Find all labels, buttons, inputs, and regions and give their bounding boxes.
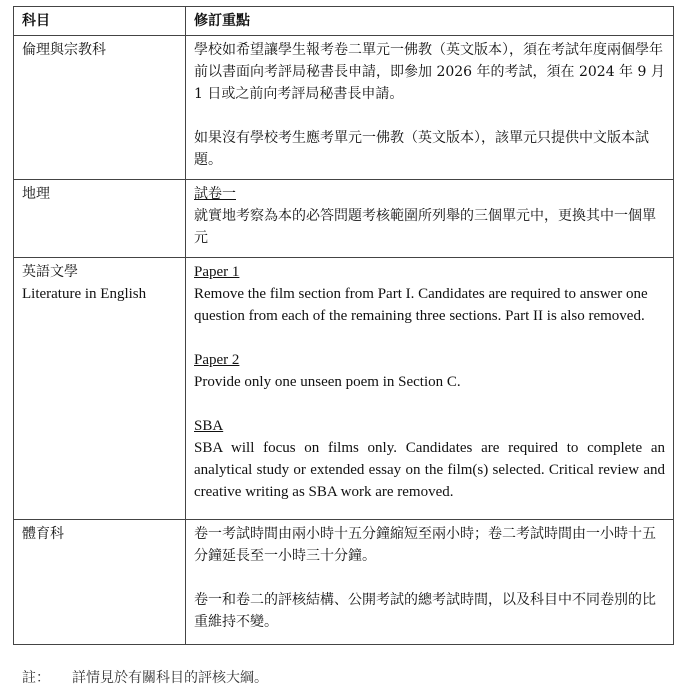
- paragraph: SBA will focus on films only. Candidates are required to complete an analytical study or extended essay on the film(s) selected. Critical review and creative writing as SBA work are removed.: [194, 440, 665, 500]
- paragraph: 卷一和卷二的評核結構、公開考試的總考試時間，以及科目中不同卷別的比重維持不變。: [194, 592, 656, 630]
- revision-cell: [186, 36, 674, 180]
- header-subject: 科目: [14, 7, 186, 36]
- table-row: [14, 520, 674, 645]
- footnote-label: 註：: [22, 670, 50, 686]
- revision-table: [13, 6, 674, 645]
- footnote-text: 詳情見於有關科目的評核大綱。: [72, 670, 268, 686]
- paragraph: Provide only one unseen poem in Section C.: [194, 374, 461, 390]
- paragraph: 學校如希望讓學生報考卷二單元一佛教（英文版本），須在考試年度兩個學年前以書面向考評局秘書長申請，即參加 2026 年的考試，須在 2024 年 9 月 1 日或之前向考評局秘書長申請。: [194, 42, 665, 102]
- revision-cell: [186, 180, 674, 258]
- subject-cell: 地理: [14, 180, 186, 258]
- footnote: [22, 667, 290, 687]
- subject-cell: [14, 258, 186, 520]
- section-heading: Paper 1: [194, 264, 240, 280]
- subject-zh: 英語文學: [22, 264, 78, 280]
- section-heading: Paper 2: [194, 352, 240, 368]
- subject-cell: 倫理與宗教科: [14, 36, 186, 180]
- section-heading: SBA: [194, 418, 224, 434]
- header-revisions: 修訂重點: [186, 7, 674, 36]
- paragraph: Remove the film section from Part I. Candidates are required to answer one question from each of the remaining three sections. Part II is also removed.: [194, 286, 648, 324]
- revision-cell: [186, 258, 674, 520]
- table-row: [14, 180, 674, 258]
- revision-cell: [186, 520, 674, 645]
- subject-cell: 體育科: [14, 520, 186, 645]
- paragraph: 如果沒有學校考生應考單元一佛教（英文版本），該單元只提供中文版本試題。: [194, 130, 649, 168]
- paragraph: 就實地考察為本的必答問題考核範圍所列舉的三個單元中，更換其中一個單元: [194, 208, 656, 246]
- table-row: [14, 258, 674, 520]
- paragraph: 卷一考試時間由兩小時十五分鐘縮短至兩小時；卷二考試時間由一小時十五分鐘延長至一小時三十分鐘。: [194, 526, 656, 564]
- table-row: [14, 36, 674, 180]
- subject-en: Literature in English: [22, 286, 147, 302]
- table-header: [14, 7, 674, 36]
- section-heading: 試卷一: [194, 186, 236, 202]
